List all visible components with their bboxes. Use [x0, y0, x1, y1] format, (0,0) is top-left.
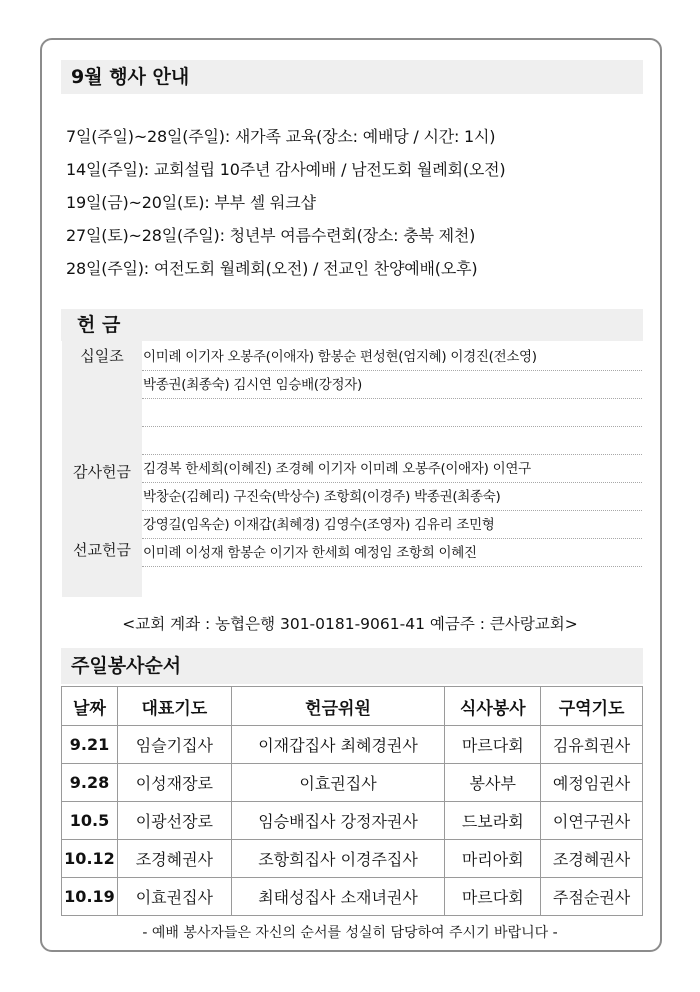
offering-label-mission: 선교헌금	[62, 513, 142, 597]
duty-header-row	[62, 687, 643, 726]
event-item: 27일(토)~28일(주일): 청년부 여름수련회(장소: 충북 제천)	[66, 226, 476, 245]
events-title: 9월 행사 안내	[61, 60, 643, 94]
table-row	[62, 878, 643, 916]
offering-cell: 최태성집사 소재녀권사	[231, 878, 445, 916]
header-district: 구역기도	[541, 687, 643, 726]
district-cell: 이연구권사	[541, 802, 643, 840]
prayer-cell: 이광선장로	[117, 802, 231, 840]
header-meal: 식사봉사	[445, 687, 541, 726]
event-item: 14일(주일): 교회설립 10주년 감사예배 / 남전도회 월례회(오전)	[66, 160, 506, 179]
table-row	[62, 840, 643, 878]
duty-title: 주일봉사순서	[61, 648, 643, 684]
meal-cell: 마리아회	[445, 840, 541, 878]
district-cell: 예정임권사	[541, 764, 643, 802]
offering-line: 박창순(김혜리) 구진숙(박상수) 조항희(이경주) 박종권(최종숙)	[142, 483, 642, 511]
event-item: 7일(주일)~28일(주일): 새가족 교육(장소: 예배당 / 시간: 1시)	[66, 127, 496, 146]
offering-label-thanks: 감사헌금	[62, 457, 142, 513]
offering-line: 이미례 이성재 함봉순 이기자 한세희 예정임 조항희 이혜진	[142, 539, 642, 567]
district-cell: 조경혜권사	[541, 840, 643, 878]
table-row	[62, 802, 643, 840]
offering-label-tithe: 십일조	[62, 341, 142, 457]
date-cell: 10.19	[62, 878, 118, 916]
date-cell: 10.12	[62, 840, 118, 878]
duty-note: - 예배 봉사자들은 자신의 순서를 성실히 담당하여 주시기 바랍니다 -	[142, 925, 558, 941]
date-cell: 10.5	[62, 802, 118, 840]
offering-line	[142, 427, 642, 455]
offering-cell: 이효권집사	[231, 764, 445, 802]
table-row	[62, 726, 643, 764]
prayer-cell: 이효권집사	[117, 878, 231, 916]
prayer-cell: 조경혜권사	[117, 840, 231, 878]
duty-table	[61, 686, 643, 916]
table-row	[62, 764, 643, 802]
meal-cell: 드보라회	[445, 802, 541, 840]
prayer-cell: 임슬기집사	[117, 726, 231, 764]
offering-cell: 조항희집사 이경주집사	[231, 840, 445, 878]
header-offering: 헌금위원	[231, 687, 445, 726]
church-account: <교회 계좌 : 농협은행 301-0181-9061-41 예금주 : 큰사랑교회>	[122, 615, 578, 633]
offering-line: 이미례 이기자 오봉주(이애자) 함봉순 편성현(엄지혜) 이경진(전소영)	[142, 343, 642, 371]
header-date: 날짜	[62, 687, 118, 726]
header-prayer: 대표기도	[117, 687, 231, 726]
offering-cell: 이재갑집사 최혜경권사	[231, 726, 445, 764]
district-cell: 김유희권사	[541, 726, 643, 764]
offering-line: 박종권(최종숙) 김시연 임승배(강정자)	[142, 371, 642, 399]
offering-line	[142, 399, 642, 427]
date-cell: 9.28	[62, 764, 118, 802]
event-item: 28일(주일): 여전도회 월례회(오전) / 전교인 찬양예배(오후)	[66, 259, 478, 278]
offering-cell: 임승배집사 강정자권사	[231, 802, 445, 840]
meal-cell: 마르다회	[445, 878, 541, 916]
offering-title: 헌 금	[61, 309, 643, 341]
offering-line: 강영길(임옥순) 이재갑(최혜경) 김영수(조영자) 김유리 조민형	[142, 511, 642, 539]
prayer-cell: 이성재장로	[117, 764, 231, 802]
date-cell: 9.21	[62, 726, 118, 764]
meal-cell: 봉사부	[445, 764, 541, 802]
event-item: 19일(금)~20일(토): 부부 셀 워크샵	[66, 193, 316, 212]
district-cell: 주점순권사	[541, 878, 643, 916]
offering-line: 김경복 한세희(이혜진) 조경혜 이기자 이미례 오봉주(이애자) 이연구	[142, 455, 642, 483]
meal-cell: 마르다회	[445, 726, 541, 764]
